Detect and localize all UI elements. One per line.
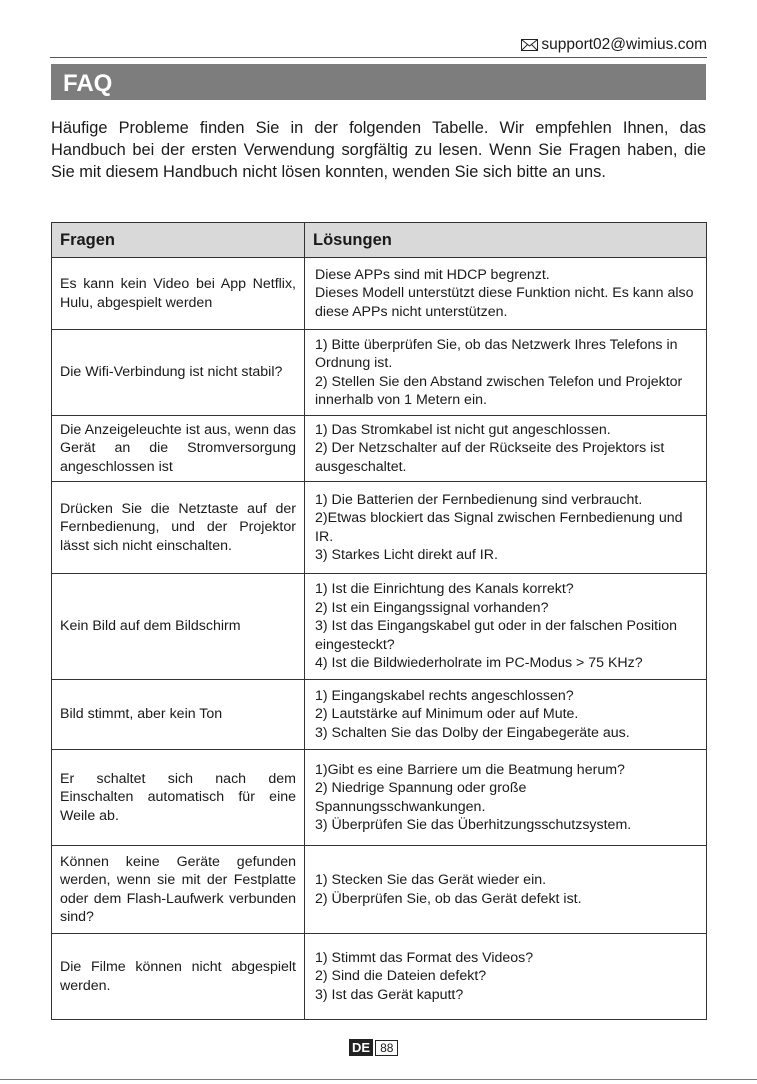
solution-cell [305,330,707,416]
solution-line: 3) Schalten Sie das Dolby der Eingabegeräte aus. [315,724,630,741]
solution-cell [305,750,707,846]
solution-line: 1) Die Batterien der Fernbedienung sind verbraucht. [315,491,643,508]
solution-cell [305,416,707,482]
solution-line: 2) Überprüfen Sie, ob das Gerät defekt ist. [315,890,582,907]
solution-cell [305,574,707,680]
language-badge: DE [349,1039,373,1056]
table-row [52,482,707,574]
solution-line: 2) Niedrige Spannung oder große Spannungsschwankungen. [315,780,527,815]
table-row [52,934,707,1020]
solution-line: 3) Ist das Eingangskabel gut oder in der falschen Position eingesteckt? [315,618,678,653]
table-row [52,258,707,330]
email-address: support02@wimius.com [541,36,707,53]
solution-line: 2) Lautstärke auf Minimum oder auf Mute. [315,706,579,723]
solution-line: Dieses Modell unterstützt diese Funktion nicht. Es kann also diese APPs nicht unterstützen. [315,285,694,320]
table-header-row [52,223,707,258]
solution-cell [305,846,707,934]
table-row [52,416,707,482]
solution-line: 4) Ist die Bildwiederholrate im PC-Modus > 75 KHz? [315,655,643,672]
header-divider [50,57,707,58]
question-cell: Die Anzeigeleuchte ist aus, wenn das Gerät an die Stromversorgung angeschlossen ist [52,416,305,482]
solution-line: 3) Ist das Gerät kaputt? [315,986,464,1003]
solution-cell [305,482,707,574]
question-cell: Drücken Sie die Netztaste auf der Fernbedienung, und der Projektor lässt sich nicht einschalten. [52,482,305,574]
solution-line: 1) Bitte überprüfen Sie, ob das Netzwerk Ihres Telefons in Ordnung ist. [315,336,678,371]
question-cell: Die Filme können nicht abgespielt werden. [52,934,305,1020]
solution-line: 1) Das Stromkabel ist nicht gut angeschlossen. [315,421,611,438]
intro-paragraph: Häufige Probleme finden Sie in der folgenden Tabelle. Wir empfehlen Ihnen, das Handbuch bei der ersten Verwendung sorgfältig zu lesen. Wenn Sie Fragen haben, die Sie mit diesem Handbuch nicht lösen konnten, wenden Sie sich bitte an uns. [51,119,706,181]
table-row [52,574,707,680]
question-cell: Es kann kein Video bei App Netflix, Hulu, abgespielt werden [52,258,305,330]
solution-line: 2) Stellen Sie den Abstand zwischen Telefon und Projektor innerhalb von 1 Metern ein. [315,373,683,408]
question-cell: Können keine Geräte gefunden werden, wenn sie mit der Festplatte oder dem Flash-Laufwerk verbunden sind? [52,846,305,934]
solution-line: Diese APPs sind mit HDCP begrenzt. [315,266,550,283]
faq-table [51,222,707,1020]
solution-line: 2)Etwas blockiert das Signal zwischen Fernbedienung und IR. [315,510,683,545]
page-footer [349,1039,398,1056]
table-row [52,750,707,846]
solution-line: 3) Überprüfen Sie das Überhitzungsschutzsystem. [315,817,632,833]
question-cell: Kein Bild auf dem Bildschirm [52,574,305,680]
faq-table-body [52,258,707,1020]
solution-line: 1) Ist die Einrichtung des Kanals korrekt? [315,581,574,598]
envelope-icon [521,39,538,51]
solution-line: 2) Der Netzschalter auf der Rückseite des Projektors ist ausgeschaltet. [315,440,665,475]
solution-line: 2) Sind die Dateien defekt? [315,968,487,985]
solution-line: 1) Stecken Sie das Gerät wieder ein. [315,872,547,888]
question-cell: Bild stimmt, aber kein Ton [52,680,305,750]
solution-line: 1) Eingangskabel rechts angeschlossen? [315,687,574,704]
solution-line: 3) Starkes Licht direkt auf IR. [315,547,498,563]
solution-cell [305,680,707,750]
table-row [52,846,707,934]
support-email [521,36,707,54]
column-header-solutions: Lösungen [305,223,707,258]
column-header-questions: Fragen [52,223,305,258]
question-cell: Er schaltet sich nach dem Einschalten automatisch für eine Weile ab. [52,750,305,846]
question-cell: Die Wifi-Verbindung ist nicht stabil? [52,330,305,416]
table-row [52,330,707,416]
solution-line: 1)Gibt es eine Barriere um die Beatmung herum? [315,761,625,778]
table-row [52,680,707,750]
page-number: 88 [375,1040,398,1056]
solution-cell [305,258,707,330]
solution-line: 2) Ist ein Eingangssignal vorhanden? [315,599,549,616]
bottom-divider [0,1079,757,1080]
solution-line: 1) Stimmt das Format des Videos? [315,949,534,966]
section-title: FAQ [51,64,706,100]
solution-cell [305,934,707,1020]
